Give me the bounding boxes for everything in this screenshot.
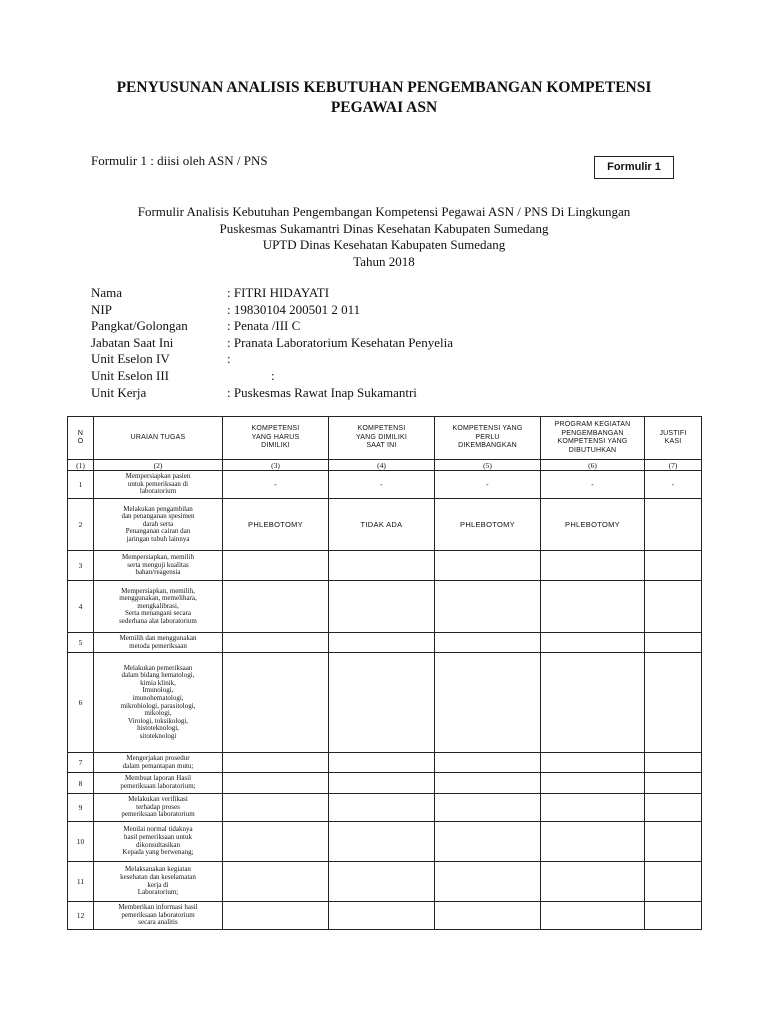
task-description: Melakukan pemeriksaan dalam bidang hematologi, kimia klinik, Imunologi, imunohematologi, mikrobiologi, parasitologi, mikologi, Virologi, toksikologi, histoteknologi, sitoteknologi [94, 653, 223, 753]
row-number: 2 [68, 499, 94, 551]
title-line-1: PENYUSUNAN ANALISIS KEBUTUHAN PENGEMBANGAN KOMPETENSI [116, 79, 652, 96]
competency-cell: - [329, 471, 435, 499]
competency-cell [541, 653, 645, 753]
info-value: : [227, 351, 231, 367]
competency-cell [645, 902, 702, 930]
competency-cell [435, 581, 541, 633]
competency-cell: PHLEBOTOMY [435, 499, 541, 551]
competency-cell [541, 862, 645, 902]
header-kompetensi-dikembangkan: KOMPETENSI YANG PERLU DIKEMBANGKAN [435, 417, 541, 460]
table-row [68, 653, 702, 753]
info-value: : Puskesmas Rawat Inap Sukamantri [227, 384, 417, 400]
form-note: Formulir 1 : diisi oleh ASN / PNS [91, 153, 268, 168]
competency-cell [435, 551, 541, 581]
info-value: : Penata /III C [227, 318, 301, 334]
form-description [40, 204, 728, 270]
competency-cell: TIDAK ADA [329, 499, 435, 551]
task-description: Memberikan informasi hasil pemeriksaan laboratorium secara analitis [94, 902, 223, 930]
competency-cell [329, 753, 435, 773]
competency-cell [329, 822, 435, 862]
competency-cell [645, 581, 702, 633]
task-description: Mengerjakan prosedur dalam pemantapan mutu; [94, 753, 223, 773]
header-uraian-tugas: URAIAN TUGAS [94, 417, 223, 460]
info-label: Jabatan Saat Ini [91, 334, 174, 350]
competency-cell [645, 822, 702, 862]
competency-cell [645, 633, 702, 653]
column-number: (3) [223, 460, 329, 471]
competency-cell [329, 633, 435, 653]
info-value: : Pranata Laboratorium Kesehatan Penyelia [227, 334, 453, 350]
competency-cell [435, 902, 541, 930]
competency-cell [541, 633, 645, 653]
info-label: Pangkat/Golongan [91, 318, 188, 334]
task-description: Membuat laporan Hasil pemeriksaan laboratorium; [94, 773, 223, 794]
task-description: Melakukan verifikasi terhadap proses pemeriksaan laboratorium [94, 794, 223, 822]
description-line-4: Tahun 2018 [353, 253, 415, 269]
column-number: (1) [68, 460, 94, 471]
task-description: Mempersiapkan pasien untuk pemeriksaan di laboratorium [94, 471, 223, 499]
competency-cell [329, 794, 435, 822]
row-number: 11 [68, 862, 94, 902]
competency-cell [223, 822, 329, 862]
row-number: 10 [68, 822, 94, 862]
info-label: Nama [91, 285, 123, 300]
row-number: 12 [68, 902, 94, 930]
competency-cell [435, 633, 541, 653]
competency-cell [223, 794, 329, 822]
column-number: (5) [435, 460, 541, 471]
column-number: (7) [645, 460, 702, 471]
competency-cell [645, 794, 702, 822]
column-number-row [68, 460, 702, 471]
competency-cell [541, 773, 645, 794]
info-value: : 19830104 200501 2 011 [227, 301, 361, 317]
competency-cell [541, 581, 645, 633]
competency-cell [223, 633, 329, 653]
description-line-2: Puskesmas Sukamantri Dinas Kesehatan Kabupaten Sumedang [219, 220, 549, 236]
competency-cell: PHLEBOTOMY [223, 499, 329, 551]
table-row [68, 902, 702, 930]
info-label: Unit Kerja [91, 384, 147, 400]
competency-cell [329, 862, 435, 902]
competency-cell [223, 862, 329, 902]
competency-cell: - [223, 471, 329, 499]
competency-cell [223, 551, 329, 581]
task-description: Menilai normal tidaknya hasil pemeriksaan untuk dikonsultasikan Kepada yang berwenang; [94, 822, 223, 862]
competency-cell [435, 822, 541, 862]
table-row [68, 581, 702, 633]
competency-cell [645, 499, 702, 551]
row-number: 1 [68, 471, 94, 499]
table-row [68, 471, 702, 499]
competency-cell [435, 794, 541, 822]
table-row [68, 633, 702, 653]
task-description: Mempersiapkan, memilih serta menguji kualitas bahan/reagensia [94, 551, 223, 581]
competency-cell [223, 753, 329, 773]
competency-cell [223, 902, 329, 930]
competency-cell [329, 581, 435, 633]
competency-cell [435, 862, 541, 902]
header-kompetensi-dimiliki: KOMPETENSI YANG DIMILIKI SAAT INI [329, 417, 435, 460]
row-number: 3 [68, 551, 94, 581]
header-no: N O [68, 417, 94, 460]
column-number: (4) [329, 460, 435, 471]
task-description: Mempersiapkan, memilih, menggunakan, memelihara, mengkalibrasi, Serta menangani secara sederhana alat laboratorium [94, 581, 223, 633]
header-justifikasi: JUSTIFI KASI [645, 417, 702, 460]
table-row [68, 499, 702, 551]
row-number: 9 [68, 794, 94, 822]
competency-cell [435, 753, 541, 773]
description-line-3: UPTD Dinas Kesehatan Kabupaten Sumedang [262, 237, 506, 252]
competency-cell: PHLEBOTOMY [541, 499, 645, 551]
competency-cell [223, 581, 329, 633]
competency-cell [223, 653, 329, 753]
competency-cell [541, 902, 645, 930]
competency-cell [329, 653, 435, 753]
document-title [0, 78, 768, 118]
title-line-2: PEGAWAI ASN [330, 99, 438, 116]
competency-cell [435, 773, 541, 794]
competency-cell [541, 794, 645, 822]
row-number: 8 [68, 773, 94, 794]
competency-cell [645, 551, 702, 581]
competency-cell: - [435, 471, 541, 499]
competency-cell [645, 653, 702, 753]
table-header-row [68, 417, 702, 460]
competency-cell [645, 862, 702, 902]
competency-cell: - [645, 471, 702, 499]
competency-cell [645, 773, 702, 794]
task-description: Melaksanakan kegiatan kesehatan dan keselamatan kerja di Laboratorium; [94, 862, 223, 902]
competency-table [67, 416, 702, 930]
task-description: Memilih dan menggunakan metoda pemeriksaan [94, 633, 223, 653]
competency-cell [435, 653, 541, 753]
column-number: (6) [541, 460, 645, 471]
competency-cell [329, 902, 435, 930]
table-body [68, 471, 702, 930]
info-value: : [271, 367, 275, 383]
competency-cell [223, 773, 329, 794]
competency-cell [329, 773, 435, 794]
info-value: : FITRI HIDAYATI [227, 285, 330, 300]
table-row [68, 794, 702, 822]
table-row [68, 862, 702, 902]
table-row [68, 822, 702, 862]
row-number: 6 [68, 653, 94, 753]
header-program-kegiatan: PROGRAM KEGIATAN PENGEMBANGAN KOMPETENSI YANG DIBUTUHKAN [541, 417, 645, 460]
table-row [68, 753, 702, 773]
competency-cell [541, 753, 645, 773]
competency-cell [541, 822, 645, 862]
row-number: 4 [68, 581, 94, 633]
row-number: 7 [68, 753, 94, 773]
header-kompetensi-harus: KOMPETENSI YANG HARUS DIMILIKI [223, 417, 329, 460]
row-number: 5 [68, 633, 94, 653]
column-number: (2) [94, 460, 223, 471]
form-badge: Formulir 1 [594, 156, 674, 179]
competency-cell [541, 551, 645, 581]
info-label: Unit Eselon IV [91, 351, 170, 367]
info-label: NIP [91, 301, 112, 317]
description-line-1: Formulir Analisis Kebutuhan Pengembangan Kompetensi Pegawai ASN / PNS Di Lingkungan [137, 204, 631, 219]
task-description: Melakukan pengambilan dan penanganan spesimen darah serta Penanganan cairan dan jaringan tubuh lainnya [94, 499, 223, 551]
table-row [68, 551, 702, 581]
competency-cell [329, 551, 435, 581]
competency-cell: - [541, 471, 645, 499]
info-label: Unit Eselon III [91, 367, 169, 383]
competency-cell [645, 753, 702, 773]
table-row [68, 773, 702, 794]
